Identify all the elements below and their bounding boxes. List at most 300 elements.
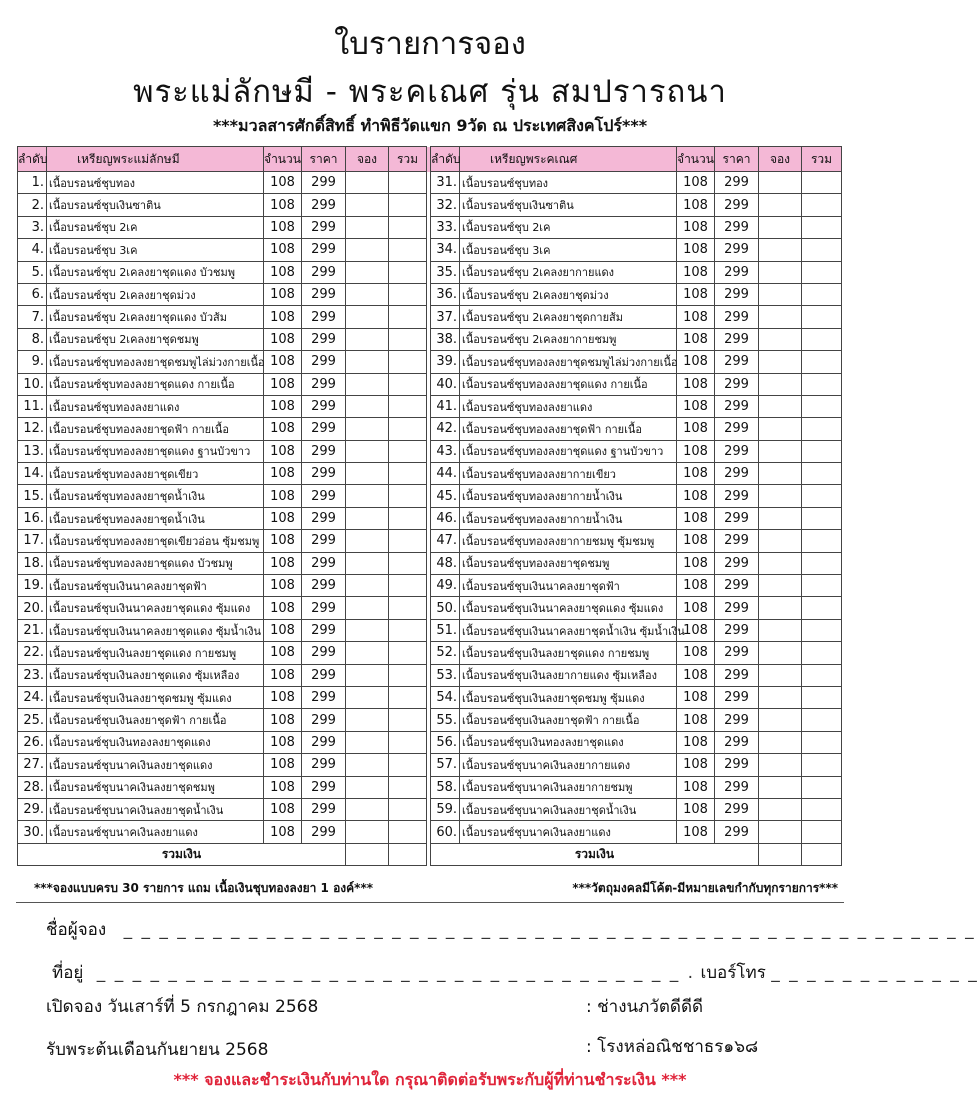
total-cell[interactable] xyxy=(389,463,427,485)
total-cell[interactable] xyxy=(802,821,842,843)
item-name: เนื้อบรอนซ์ชุบทองลงยาชุดชมพูไล่ม่วงกายเนื้อ xyxy=(460,351,677,373)
col-qty-header: จำนวน xyxy=(677,147,715,172)
item-name: เนื้อบรอนซ์ชุบทองลงยาชุดเขียว xyxy=(47,463,264,485)
item-name: เนื้อบรอนซ์ชุบนาคเงินลงยาแดง xyxy=(47,821,264,843)
item-price: 299 xyxy=(302,552,346,574)
divider xyxy=(16,902,844,903)
row-number: 56. xyxy=(431,731,460,753)
item-name: เนื้อบรอนซ์ชุบทองลงยาแดง xyxy=(47,395,264,417)
total-cell[interactable] xyxy=(802,776,842,798)
total-cell[interactable] xyxy=(802,642,842,664)
reserve-cell[interactable] xyxy=(759,709,802,731)
item-price: 299 xyxy=(715,194,759,216)
right-category-header: เหรียญพระคเณศ xyxy=(460,147,677,172)
reserve-cell[interactable] xyxy=(759,328,802,350)
total-cell[interactable] xyxy=(802,373,842,395)
total-cell[interactable] xyxy=(802,395,842,417)
reserve-cell[interactable] xyxy=(346,373,389,395)
reserve-cell[interactable] xyxy=(759,216,802,238)
reserve-cell[interactable] xyxy=(759,798,802,820)
item-quantity: 108 xyxy=(677,619,715,641)
reserve-cell[interactable] xyxy=(346,575,389,597)
row-number: 27. xyxy=(18,754,47,776)
item-name: เนื้อบรอนซ์ชุบนาคเงินลงยากายชมพู xyxy=(460,776,677,798)
reserve-cell[interactable] xyxy=(346,776,389,798)
item-price: 299 xyxy=(302,530,346,552)
reserve-cell[interactable] xyxy=(346,798,389,820)
total-cell[interactable] xyxy=(802,463,842,485)
right-sum-total-cell[interactable] xyxy=(802,843,842,865)
left-sum-total-cell[interactable] xyxy=(389,843,427,865)
item-name: เนื้อบรอนซ์ชุบ 2เคลงยาชุดชมพู xyxy=(47,328,264,350)
item-price: 299 xyxy=(302,440,346,462)
item-quantity: 108 xyxy=(264,261,302,283)
row-number: 43. xyxy=(431,440,460,462)
item-price: 299 xyxy=(302,575,346,597)
item-price: 299 xyxy=(715,463,759,485)
total-cell[interactable] xyxy=(802,552,842,574)
page-title: ใบรายการจอง xyxy=(334,26,526,62)
page-tagline: ***มวลสารศักดิ์สิทธิ์ ทำพิธีวัดแขก 9วัด ณ ประเทศสิงคโปร์*** xyxy=(212,116,648,135)
total-cell[interactable] xyxy=(802,194,842,216)
item-name: เนื้อบรอนซ์ชุบนาคเงินลงยากายแดง xyxy=(460,754,677,776)
row-number: 57. xyxy=(431,754,460,776)
item-quantity: 108 xyxy=(677,642,715,664)
item-price: 299 xyxy=(715,418,759,440)
total-cell[interactable] xyxy=(802,172,842,194)
item-price: 299 xyxy=(715,731,759,753)
total-cell[interactable] xyxy=(802,216,842,238)
item-quantity: 108 xyxy=(264,597,302,619)
reserve-cell[interactable] xyxy=(346,709,389,731)
reserve-cell[interactable] xyxy=(759,351,802,373)
item-quantity: 108 xyxy=(264,306,302,328)
item-name: เนื้อบรอนซ์ชุบทองลงยาชุดแดง ฐานบัวขาว xyxy=(47,440,264,462)
item-price: 299 xyxy=(302,373,346,395)
item-quantity: 108 xyxy=(264,754,302,776)
total-cell[interactable] xyxy=(802,261,842,283)
row-number: 29. xyxy=(18,798,47,820)
total-cell[interactable] xyxy=(389,261,427,283)
reserve-cell[interactable] xyxy=(759,194,802,216)
order-table xyxy=(17,146,842,866)
table-row xyxy=(18,507,842,529)
col-total-header: รวม xyxy=(802,147,842,172)
item-price: 299 xyxy=(302,306,346,328)
total-cell[interactable] xyxy=(389,395,427,417)
total-cell[interactable] xyxy=(389,485,427,507)
left-sum-label: รวมเงิน xyxy=(18,843,346,865)
table-row xyxy=(18,373,842,395)
name-line xyxy=(46,916,976,943)
total-cell[interactable] xyxy=(389,239,427,261)
reserve-cell[interactable] xyxy=(346,664,389,686)
phone-blank[interactable]: _ _ _ _ _ _ _ _ _ _ _ _ xyxy=(771,963,979,983)
reserve-cell[interactable] xyxy=(759,172,802,194)
reserve-cell[interactable] xyxy=(346,418,389,440)
item-quantity: 108 xyxy=(677,418,715,440)
item-quantity: 108 xyxy=(677,530,715,552)
total-cell[interactable] xyxy=(389,575,427,597)
total-cell[interactable] xyxy=(389,664,427,686)
item-name: เนื้อบรอนซ์ชุบเงินทองลงยาชุดแดง xyxy=(47,731,264,753)
reserve-cell[interactable] xyxy=(759,485,802,507)
table-row xyxy=(18,731,842,753)
reserve-cell[interactable] xyxy=(346,283,389,305)
reserve-cell[interactable] xyxy=(759,418,802,440)
table-row xyxy=(18,351,842,373)
item-name: เนื้อบรอนซ์ชุบ 2เค xyxy=(460,216,677,238)
table-row xyxy=(18,530,842,552)
item-price: 299 xyxy=(715,507,759,529)
table-row xyxy=(18,485,842,507)
item-price: 299 xyxy=(715,821,759,843)
reserve-cell[interactable] xyxy=(346,463,389,485)
item-price: 299 xyxy=(302,328,346,350)
table-row xyxy=(18,552,842,574)
row-number: 31. xyxy=(431,172,460,194)
item-quantity: 108 xyxy=(677,216,715,238)
reserve-cell[interactable] xyxy=(346,351,389,373)
row-number: 37. xyxy=(431,306,460,328)
row-number: 2. xyxy=(18,194,47,216)
item-name: เนื้อบรอนซ์ชุบเงินนาคลงยาชุดแดง ซุ้มน้ำเงิน xyxy=(47,619,264,641)
row-number: 28. xyxy=(18,776,47,798)
reserve-cell[interactable] xyxy=(759,731,802,753)
item-name: เนื้อบรอนซ์ชุบนาคเงินลงยาชุดแดง xyxy=(47,754,264,776)
item-price: 299 xyxy=(715,485,759,507)
reserve-cell[interactable] xyxy=(759,642,802,664)
total-cell[interactable] xyxy=(389,440,427,462)
item-quantity: 108 xyxy=(677,172,715,194)
col-price-header: ราคา xyxy=(302,147,346,172)
item-price: 299 xyxy=(715,395,759,417)
total-cell[interactable] xyxy=(389,328,427,350)
reserve-cell[interactable] xyxy=(759,597,802,619)
item-name: เนื้อบรอนซ์ชุบ 2เคลงยาชุดแดง บัวชมพู xyxy=(47,261,264,283)
row-number: 35. xyxy=(431,261,460,283)
item-price: 299 xyxy=(715,754,759,776)
total-cell[interactable] xyxy=(389,418,427,440)
reserve-cell[interactable] xyxy=(346,686,389,708)
row-number: 44. xyxy=(431,463,460,485)
row-number: 48. xyxy=(431,552,460,574)
reserve-cell[interactable] xyxy=(346,597,389,619)
reserve-cell[interactable] xyxy=(759,530,802,552)
item-name: เนื้อบรอนซ์ชุบทองลงยาชุดแดง กายเนื้อ xyxy=(460,373,677,395)
reserve-cell[interactable] xyxy=(759,575,802,597)
reserve-cell[interactable] xyxy=(759,261,802,283)
footnote-right: ***วัตถุมงคลมีโค้ต-มีหมายเลขกำกับทุกรายการ*** xyxy=(572,881,838,895)
total-cell[interactable] xyxy=(389,731,427,753)
item-price: 299 xyxy=(302,619,346,641)
reserve-cell[interactable] xyxy=(759,239,802,261)
left-category-header: เหรียญพระแม่ลักษมี xyxy=(47,147,264,172)
item-price: 299 xyxy=(302,395,346,417)
table-row xyxy=(18,328,842,350)
row-number: 4. xyxy=(18,239,47,261)
total-cell[interactable] xyxy=(389,821,427,843)
item-name: เนื้อบรอนซ์ชุบเงินลงยากายแดง ซุ้มเหลือง xyxy=(460,664,677,686)
address-label: ที่อยู่ xyxy=(52,963,84,983)
total-cell[interactable] xyxy=(802,418,842,440)
table-row xyxy=(18,172,842,194)
row-number: 47. xyxy=(431,530,460,552)
total-cell[interactable] xyxy=(802,306,842,328)
left-sum-reserve-cell[interactable] xyxy=(346,843,389,865)
item-quantity: 108 xyxy=(264,575,302,597)
col-total-header: รวม xyxy=(389,147,427,172)
item-quantity: 108 xyxy=(264,216,302,238)
row-number: 40. xyxy=(431,373,460,395)
item-name: เนื้อบรอนซ์ชุบ 2เคลงยาชุดม่วง xyxy=(460,283,677,305)
item-quantity: 108 xyxy=(264,328,302,350)
item-name: เนื้อบรอนซ์ชุบทองลงยาชุดเขียวอ่อน ซุ้มชมพู xyxy=(47,530,264,552)
item-price: 299 xyxy=(715,798,759,820)
row-number: 14. xyxy=(18,463,47,485)
row-number: 11. xyxy=(18,395,47,417)
item-price: 299 xyxy=(302,216,346,238)
reserve-cell[interactable] xyxy=(346,485,389,507)
item-quantity: 108 xyxy=(677,351,715,373)
item-price: 299 xyxy=(715,261,759,283)
total-cell[interactable] xyxy=(389,754,427,776)
total-cell[interactable] xyxy=(389,686,427,708)
table-row xyxy=(18,261,842,283)
total-cell[interactable] xyxy=(389,306,427,328)
total-cell[interactable] xyxy=(389,552,427,574)
col-price-header: ราคา xyxy=(715,147,759,172)
total-cell[interactable] xyxy=(389,776,427,798)
reserve-cell[interactable] xyxy=(759,552,802,574)
total-cell[interactable] xyxy=(389,597,427,619)
item-price: 299 xyxy=(715,709,759,731)
reserve-cell[interactable] xyxy=(759,306,802,328)
total-cell[interactable] xyxy=(389,507,427,529)
total-cell[interactable] xyxy=(802,686,842,708)
item-price: 299 xyxy=(302,172,346,194)
item-quantity: 108 xyxy=(677,575,715,597)
table-row xyxy=(18,642,842,664)
col-reserve-header: จอง xyxy=(346,147,389,172)
item-price: 299 xyxy=(302,686,346,708)
reserve-cell[interactable] xyxy=(346,642,389,664)
table-row xyxy=(18,686,842,708)
item-price: 299 xyxy=(302,239,346,261)
item-name: เนื้อบรอนซ์ชุบทอง xyxy=(460,172,677,194)
total-cell[interactable] xyxy=(802,798,842,820)
item-price: 299 xyxy=(715,597,759,619)
item-price: 299 xyxy=(715,239,759,261)
item-quantity: 108 xyxy=(264,239,302,261)
item-price: 299 xyxy=(715,619,759,641)
row-number: 6. xyxy=(18,283,47,305)
item-quantity: 108 xyxy=(677,261,715,283)
row-number: 38. xyxy=(431,328,460,350)
total-cell[interactable] xyxy=(802,731,842,753)
row-number: 34. xyxy=(431,239,460,261)
reserve-cell[interactable] xyxy=(759,507,802,529)
total-cell[interactable] xyxy=(389,642,427,664)
item-price: 299 xyxy=(715,172,759,194)
total-cell[interactable] xyxy=(389,351,427,373)
total-cell[interactable] xyxy=(389,530,427,552)
total-cell[interactable] xyxy=(389,619,427,641)
total-cell[interactable] xyxy=(802,597,842,619)
item-name: เนื้อบรอนซ์ชุบทองลงยาชุดแดง บัวชมพู xyxy=(47,552,264,574)
item-price: 299 xyxy=(715,552,759,574)
item-name: เนื้อบรอนซ์ชุบทองลงยาชุดชมพูไล่ม่วงกายเนื้อ xyxy=(47,351,264,373)
right-sum-reserve-cell[interactable] xyxy=(759,843,802,865)
item-price: 299 xyxy=(715,328,759,350)
item-quantity: 108 xyxy=(677,776,715,798)
item-price: 299 xyxy=(715,575,759,597)
item-quantity: 108 xyxy=(677,798,715,820)
total-cell[interactable] xyxy=(802,239,842,261)
reserve-cell[interactable] xyxy=(346,395,389,417)
phone-label: เบอร์โทร xyxy=(700,963,766,983)
row-number: 3. xyxy=(18,216,47,238)
reserve-cell[interactable] xyxy=(759,395,802,417)
item-price: 299 xyxy=(302,664,346,686)
address-blank[interactable]: _ _ _ _ _ _ _ _ _ _ _ _ _ _ _ _ _ _ _ _ _ _ _ _ _ _ _ _ _ _ _ _ _ . xyxy=(96,963,696,983)
item-name: เนื้อบรอนซ์ชุบ 2เคลงยากายชมพู xyxy=(460,328,677,350)
reserve-cell[interactable] xyxy=(346,440,389,462)
item-quantity: 108 xyxy=(264,530,302,552)
reserve-cell[interactable] xyxy=(759,686,802,708)
row-number: 17. xyxy=(18,530,47,552)
reserve-cell[interactable] xyxy=(346,306,389,328)
row-number: 36. xyxy=(431,283,460,305)
total-cell[interactable] xyxy=(802,283,842,305)
row-number: 9. xyxy=(18,351,47,373)
table-row xyxy=(18,798,842,820)
reserve-cell[interactable] xyxy=(759,283,802,305)
reserve-cell[interactable] xyxy=(759,463,802,485)
item-price: 299 xyxy=(302,798,346,820)
total-cell[interactable] xyxy=(802,754,842,776)
reserve-cell[interactable] xyxy=(346,530,389,552)
item-quantity: 108 xyxy=(264,507,302,529)
reserve-cell[interactable] xyxy=(346,328,389,350)
row-number: 24. xyxy=(18,686,47,708)
total-cell[interactable] xyxy=(389,798,427,820)
reserve-cell[interactable] xyxy=(346,754,389,776)
item-quantity: 108 xyxy=(677,709,715,731)
row-number: 49. xyxy=(431,575,460,597)
item-quantity: 108 xyxy=(264,440,302,462)
item-quantity: 108 xyxy=(677,395,715,417)
total-cell[interactable] xyxy=(389,373,427,395)
total-cell[interactable] xyxy=(802,709,842,731)
item-quantity: 108 xyxy=(264,395,302,417)
item-price: 299 xyxy=(715,664,759,686)
item-name: เนื้อบรอนซ์ชุบทองลงยากายชมพู ซุ้มชมพู xyxy=(460,530,677,552)
item-quantity: 108 xyxy=(677,754,715,776)
item-name: เนื้อบรอนซ์ชุบเงินซาติน xyxy=(47,194,264,216)
reserve-cell[interactable] xyxy=(759,664,802,686)
reserve-cell[interactable] xyxy=(759,373,802,395)
item-name: เนื้อบรอนซ์ชุบเงินลงยาชุดชมพู ซุ้มแดง xyxy=(47,686,264,708)
table-row xyxy=(18,664,842,686)
col-qty-header: จำนวน xyxy=(264,147,302,172)
row-number: 22. xyxy=(18,642,47,664)
reserve-cell[interactable] xyxy=(346,619,389,641)
item-quantity: 108 xyxy=(677,507,715,529)
total-cell[interactable] xyxy=(802,485,842,507)
total-cell[interactable] xyxy=(802,440,842,462)
total-cell[interactable] xyxy=(802,575,842,597)
item-price: 299 xyxy=(715,642,759,664)
reserve-cell[interactable] xyxy=(759,619,802,641)
row-number: 1. xyxy=(18,172,47,194)
item-name: เนื้อบรอนซ์ชุบทองลงยาชุดแดง กายเนื้อ xyxy=(47,373,264,395)
table-row xyxy=(18,597,842,619)
total-cell[interactable] xyxy=(802,507,842,529)
total-cell[interactable] xyxy=(389,172,427,194)
reserve-cell[interactable] xyxy=(346,216,389,238)
page-subtitle: พระแม่ลักษมี - พระคเณศ รุ่น สมปรารถนา xyxy=(133,74,727,110)
name-blank[interactable]: _ _ _ _ _ _ _ _ _ _ _ _ _ _ _ _ _ _ _ _ _ _ _ _ _ _ _ _ _ _ _ _ _ _ _ _ _ _ _ _ _ _ _ _ _ _ _ _ xyxy=(123,920,976,940)
reserve-cell[interactable] xyxy=(759,821,802,843)
row-number: 19. xyxy=(18,575,47,597)
reserve-cell[interactable] xyxy=(759,440,802,462)
item-price: 299 xyxy=(715,216,759,238)
total-cell[interactable] xyxy=(802,328,842,350)
total-cell[interactable] xyxy=(389,194,427,216)
item-name: เนื้อบรอนซ์ชุบเงินนาคลงยาชุดแดง ซุ้มแดง xyxy=(47,597,264,619)
reserve-cell[interactable] xyxy=(346,194,389,216)
item-price: 299 xyxy=(302,283,346,305)
reserve-cell[interactable] xyxy=(346,172,389,194)
reserve-cell[interactable] xyxy=(346,552,389,574)
item-price: 299 xyxy=(302,463,346,485)
reserve-cell[interactable] xyxy=(759,776,802,798)
total-cell[interactable] xyxy=(802,664,842,686)
reserve-cell[interactable] xyxy=(346,821,389,843)
item-name: เนื้อบรอนซ์ชุบ 2เคลงยาชุดแดง บัวส้ม xyxy=(47,306,264,328)
row-number: 60. xyxy=(431,821,460,843)
item-name: เนื้อบรอนซ์ชุบเงินลงยาชุดฟ้า กายเนื้อ xyxy=(47,709,264,731)
row-number: 39. xyxy=(431,351,460,373)
reserve-cell[interactable] xyxy=(346,507,389,529)
total-cell[interactable] xyxy=(802,619,842,641)
item-quantity: 108 xyxy=(264,798,302,820)
table-row xyxy=(18,306,842,328)
item-quantity: 108 xyxy=(264,194,302,216)
total-cell[interactable] xyxy=(389,283,427,305)
item-name: เนื้อบรอนซ์ชุบทองลงยากายเขียว xyxy=(460,463,677,485)
row-number: 15. xyxy=(18,485,47,507)
right-sum-label: รวมเงิน xyxy=(431,843,759,865)
item-name: เนื้อบรอนซ์ชุบทองลงยาชุดแดง ฐานบัวขาว xyxy=(460,440,677,462)
total-cell[interactable] xyxy=(802,530,842,552)
total-cell[interactable] xyxy=(389,709,427,731)
row-number: 32. xyxy=(431,194,460,216)
item-quantity: 108 xyxy=(264,731,302,753)
row-number: 10. xyxy=(18,373,47,395)
item-quantity: 108 xyxy=(264,619,302,641)
total-cell[interactable] xyxy=(802,351,842,373)
reserve-cell[interactable] xyxy=(346,731,389,753)
item-quantity: 108 xyxy=(264,664,302,686)
reserve-cell[interactable] xyxy=(759,754,802,776)
item-name: เนื้อบรอนซ์ชุบเงินนาคลงยาชุดแดง ซุ้มแดง xyxy=(460,597,677,619)
item-name: เนื้อบรอนซ์ชุบทองลงยาชุดฟ้า กายเนื้อ xyxy=(460,418,677,440)
total-cell[interactable] xyxy=(389,216,427,238)
reserve-cell[interactable] xyxy=(346,261,389,283)
reserve-cell[interactable] xyxy=(346,239,389,261)
